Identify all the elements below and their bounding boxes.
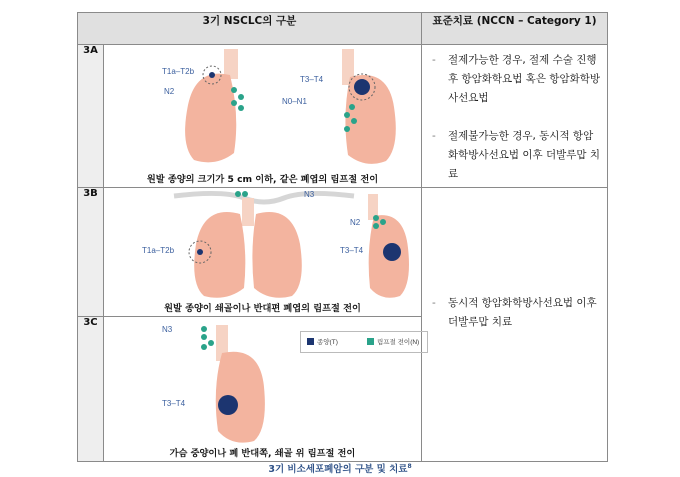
- label-n3: N3: [162, 325, 173, 334]
- lymph-node-icon: [201, 344, 207, 350]
- label-t3-t4: T3–T4: [300, 75, 324, 84]
- lung-illustration-3a: [104, 45, 422, 187]
- treatment-item: - 동시적 항암화학방사선요법 이후 더발루맙 치료: [432, 297, 597, 328]
- lymph-node-icon: [238, 105, 244, 111]
- tumor-icon: [354, 79, 370, 95]
- lymph-node-icon: [231, 87, 237, 93]
- legend: [300, 331, 428, 353]
- figure-caption-3b: 원발 종양이 쇄골이나 반대편 폐엽의 림프절 전이: [164, 303, 361, 314]
- label-n2: N2: [164, 87, 175, 96]
- lymph-node-icon: [201, 334, 207, 340]
- figure-caption: 3기 비소세포폐암의 구분 및 치료$^8$: [268, 462, 412, 475]
- figure-cell: [104, 188, 422, 317]
- legend-tumor-swatch: [307, 338, 314, 345]
- label-t3-t4: T3–T4: [340, 246, 364, 255]
- legend-tumor-label: 종양(T): [317, 339, 338, 346]
- label-t1a-t2b: T1a–T2b: [142, 246, 175, 255]
- nsclc-table: [77, 12, 608, 462]
- legend-node-swatch: [367, 338, 374, 345]
- label-t3-t4: T3–T4: [162, 399, 186, 408]
- lymph-node-icon: [238, 94, 244, 100]
- treatment-item: - 절제가능한 경우, 절제 수술 진행 후 항암화학요법 혹은 항암화학방사선요법: [432, 54, 601, 104]
- label-n3: N3: [304, 190, 315, 199]
- figure-cell: [104, 45, 422, 188]
- lymph-node-icon: [235, 191, 241, 197]
- tumor-icon: [383, 243, 401, 261]
- tumor-icon: [197, 249, 203, 255]
- tumor-icon: [209, 72, 215, 78]
- lymph-node-icon: [201, 326, 207, 332]
- lymph-node-icon: [380, 219, 386, 225]
- header-stage: 3기 NSCLC의 구분: [78, 13, 422, 45]
- lymph-node-icon: [373, 215, 379, 221]
- treatment-item: - 절제불가능한 경우, 동시적 항암화학방사선요법 이후 더발루맙 치료: [432, 130, 601, 180]
- label-n2: N2: [350, 218, 361, 227]
- figure-caption-3c: 가슴 중양이나 폐 반대쪽, 쇄골 위 림프절 전이: [169, 448, 356, 459]
- table-row: [78, 45, 608, 188]
- lymph-node-icon: [231, 100, 237, 106]
- lymph-node-icon: [344, 112, 350, 118]
- stage-label: 3A: [78, 45, 104, 188]
- table-header-row: [78, 13, 608, 45]
- lymph-node-icon: [242, 191, 248, 197]
- legend-node-label: 림프절 전이(N): [377, 339, 420, 346]
- tumor-icon: [218, 395, 238, 415]
- figure-cell: [104, 317, 422, 462]
- figure-caption-3a: 원발 종양의 크기가 5 cm 이하, 같은 폐엽의 림프절 전이: [146, 174, 379, 185]
- label-t1a-t2b: T1a–T2b: [162, 67, 195, 76]
- treatment-cell-3bc: [422, 188, 608, 462]
- header-treatment: 표준치료 (NCCN – Category 1): [422, 13, 608, 45]
- treatment-cell-3a: [422, 45, 608, 188]
- label-n0-n1: N0–N1: [282, 97, 307, 106]
- lymph-node-icon: [349, 104, 355, 110]
- stage-label: 3C: [78, 317, 104, 462]
- table-row: [78, 188, 608, 317]
- stage-label: 3B: [78, 188, 104, 317]
- lymph-node-icon: [373, 223, 379, 229]
- lymph-node-icon: [351, 118, 357, 124]
- lymph-node-icon: [208, 340, 214, 346]
- lymph-node-icon: [344, 126, 350, 132]
